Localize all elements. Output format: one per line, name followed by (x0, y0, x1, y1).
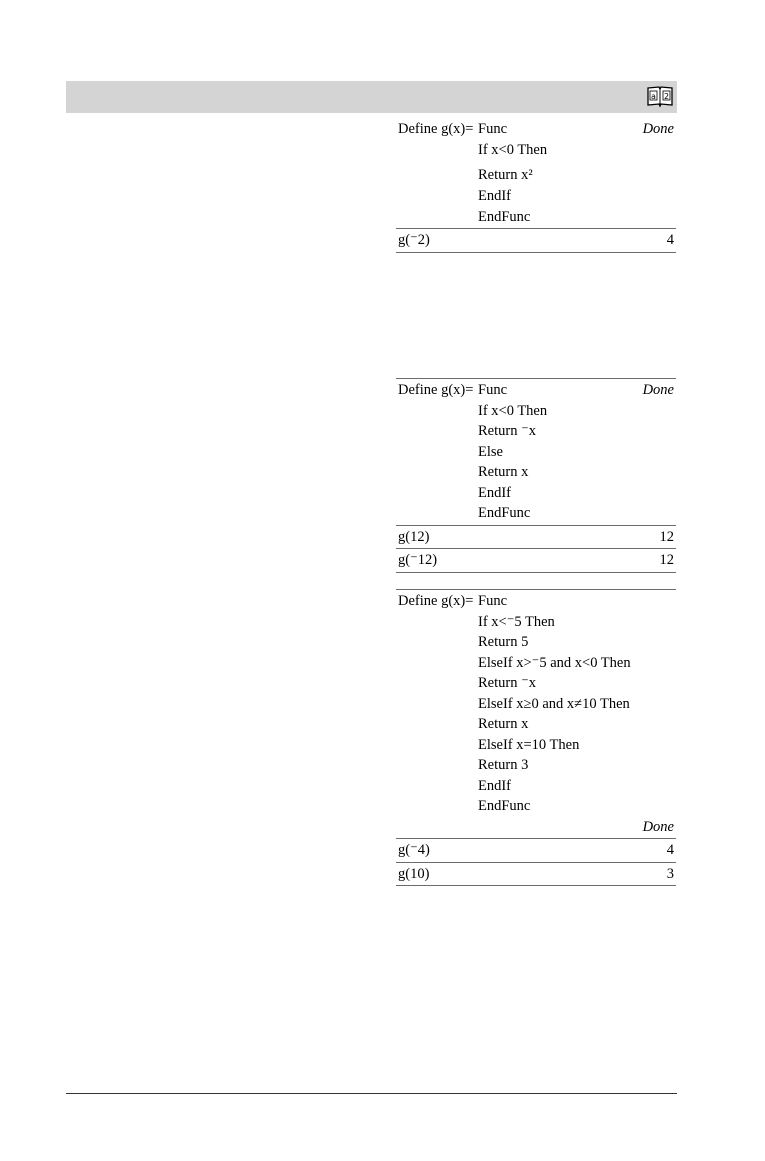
result-value: Done (642, 818, 674, 835)
svg-text:2: 2 (663, 92, 670, 101)
code-line: Return 5 (478, 634, 529, 650)
code-line: EndFunc (478, 505, 531, 521)
code-line: EndFunc (478, 208, 531, 225)
code-line: If x<0 Then (478, 141, 548, 158)
call-entry (396, 840, 676, 863)
call-entry (396, 864, 676, 887)
call-expression: g(10) (398, 865, 430, 882)
result-value: Done (642, 382, 674, 398)
calculator-screen-example-1 (396, 118, 676, 253)
define-entry (396, 119, 676, 229)
code-line: EndIf (478, 484, 512, 501)
define-entry (396, 591, 676, 839)
code-line: ElseIf x≥0 and x≠10 Then (478, 695, 630, 712)
define-label: Define g(x)= (398, 382, 474, 398)
svg-text:a: a (651, 92, 656, 101)
code-line: If x<⁻5 Then (478, 613, 555, 630)
define-label: Define g(x)= (398, 121, 474, 137)
call-expression: g(⁻12) (398, 552, 438, 568)
code-line: Define g(x)= Func (396, 591, 676, 612)
result-value: 4 (666, 232, 674, 248)
code-line: Return x (478, 716, 529, 732)
code-line: EndFunc (478, 798, 531, 814)
code-line: Return x (478, 464, 529, 480)
footer-rule (66, 1093, 677, 1094)
code-line: Return 3 (478, 757, 529, 773)
calculator-screen-example-2 (396, 378, 676, 573)
code-line: EndIf (478, 188, 512, 204)
call-entry (396, 527, 676, 550)
code-line: Return x² (478, 167, 533, 183)
code-line: Return ⁻x (478, 423, 536, 439)
call-entry (396, 230, 676, 253)
result-value: Done (642, 121, 674, 137)
define-label: Define g(x)= (398, 593, 474, 609)
result-value: 12 (659, 552, 674, 568)
code-line: Define g(x)= Func Done (396, 380, 676, 401)
call-expression: g(12) (398, 528, 430, 545)
call-expression: g(⁻4) (398, 842, 430, 858)
call-expression: g(⁻2) (398, 232, 430, 248)
calculator-screen-example-3 (396, 589, 676, 886)
book-icon (647, 84, 673, 108)
section-header-bar (66, 81, 677, 113)
code-line: If x<0 Then (478, 402, 548, 419)
code-line: EndIf (478, 777, 512, 794)
result-value: 4 (666, 842, 674, 858)
code-line: Else (478, 443, 503, 460)
define-entry (396, 380, 676, 526)
code-line: Return ⁻x (478, 675, 536, 691)
code-line: Define g(x)= Func Done (396, 119, 676, 140)
code-line: ElseIf x>⁻5 and x<0 Then (478, 654, 631, 671)
result-value: 12 (659, 528, 674, 545)
call-entry (396, 550, 676, 573)
result-value: 3 (666, 865, 674, 882)
code-line: ElseIf x=10 Then (478, 736, 580, 753)
